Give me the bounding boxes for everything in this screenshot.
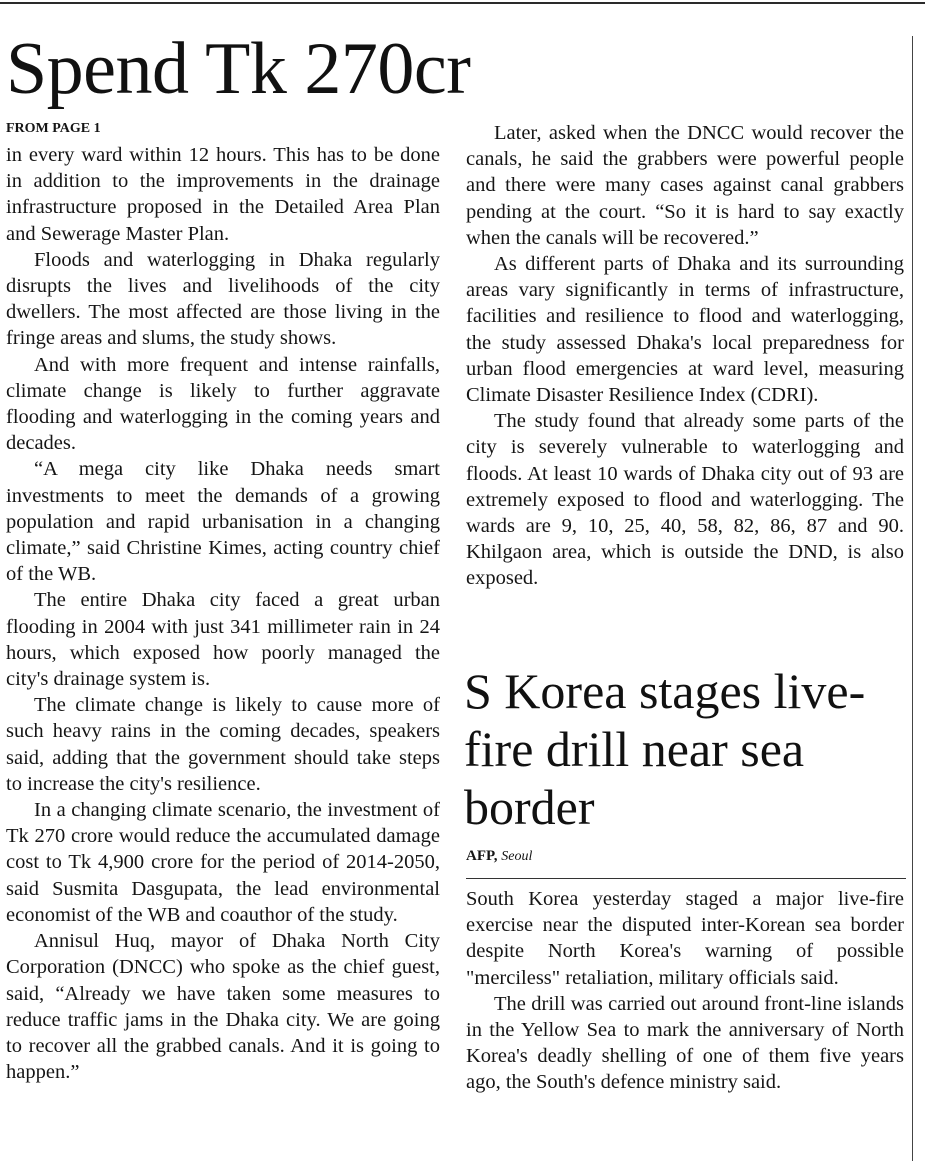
top-rule [0,2,925,4]
story-left-column [6,142,440,1085]
paragraph: South Korea yesterday staged a major live-fire exercise near the disputed inter-Korean sea border despite North Korea's warning of possible "merciless" retaliation, military officials said. [466,888,904,989]
byline-rule [466,878,906,879]
byline-place: Seoul [501,849,533,864]
byline [466,846,532,867]
second-story-headline: S Korea stages live-fire drill near sea border [464,663,866,835]
paragraph: Floods and waterlogging in Dhaka regularly disrupts the lives and livelihoods of the city dwellers. The most affected are those living in the fringe areas and slums, the study shows. [6,248,440,350]
paragraph: As different parts of Dhaka and its surrounding areas vary significantly in terms of infrastructure, facilities and resilience to flood and waterlogging, the study assessed Dhaka's local preparedness for urban flood emergencies at ward level, measuring Climate Disaster Resilience Index (CDRI). [466,253,904,407]
paragraph: The climate change is likely to cause more of such heavy rains in the coming decades, speakers said, adding that the government should take steps to increase the city's resilience. [6,694,440,795]
paragraph: Later, asked when the DNCC would recover the canals, he said the grabbers were powerful people and there were many cases against canal grabbers pending at the court. “So it is hard to say exactly when the canals will be recovered.” [466,122,904,249]
byline-agency: AFP, [466,848,498,864]
paragraph: In a changing climate scenario, the investment of Tk 270 crore would reduce the accumulated damage cost to Tk 4,900 crore for the period of 2014-2050, said Susmita Dasgupata, the lead environmental economist of the WB and coauthor of the study. [6,799,440,926]
second-story-body [466,886,904,1096]
paragraph: Annisul Huq, mayor of Dhaka North City Corporation (DNCC) who spoke as the chief guest, said, “Already we have taken some measures to reduce traffic jams in the Dhaka city. We are going to recover all the grabbed canals. And it is going to happen.” [6,930,440,1084]
column-divider [912,36,913,1161]
paragraph: The entire Dhaka city faced a great urban flooding in 2004 with just 341 millimeter rain in 24 hours, which exposed how poorly managed the city's drainage system is. [6,589,440,691]
paragraph: The drill was carried out around front-line islands in the Yellow Sea to mark the anniversary of North Korea's deadly shelling of one of them five years ago, the South's defence ministry said. [466,992,904,1094]
story-headline: Spend Tk 270cr [6,28,471,110]
paragraph: in every ward within 12 hours. This has to be done in addition to the improvements in the drainage infrastructure proposed in the Detailed Area Plan and Sewerage Master Plan. [6,144,440,245]
paragraph: “A mega city like Dhaka needs smart investments to meet the demands of a growing population and rapid urbanisation in a changing climate,” said Christine Kimes, acting country chief of the WB. [6,458,440,586]
paragraph: The study found that already some parts of the city is severely vulnerable to waterlogging and floods. At least 10 wards of Dhaka city out of 93 are extremely exposed to flood and waterlogging. The wards are 9, 10, 25, 40, 58, 82, 86, 87 and 90. Khilgaon area, which is outside the DND, is also exposed. [466,410,904,590]
story-right-column [466,120,904,592]
paragraph: And with more frequent and intense rainfalls, climate change is likely to further aggravate flooding and waterlogging in the coming years and decades. [6,353,440,455]
continuation-kicker: FROM PAGE 1 [6,121,101,136]
